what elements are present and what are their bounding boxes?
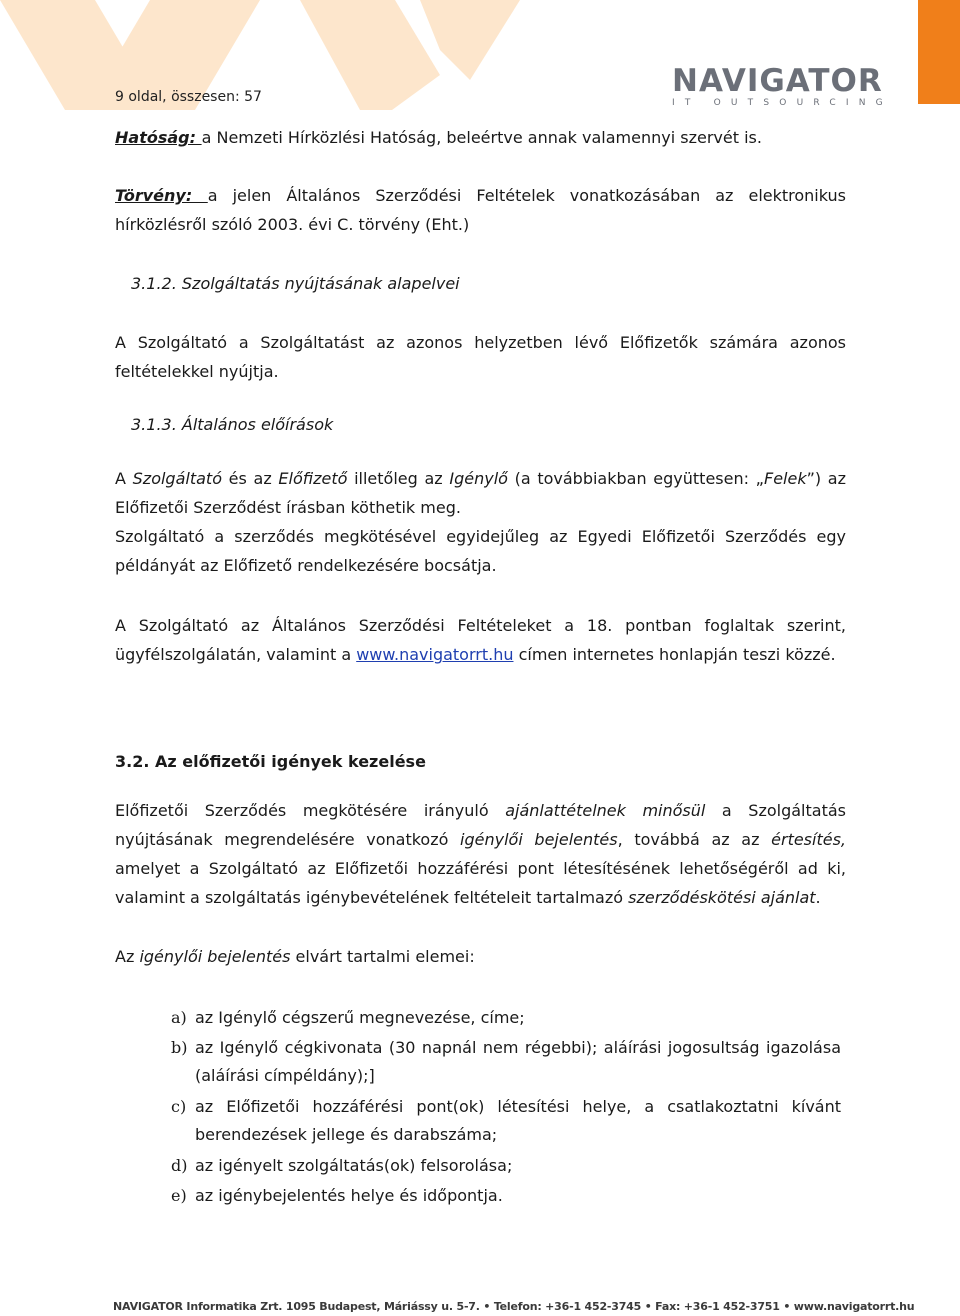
paragraph-3-1-2: A Szolgáltató a Szolgáltatást az azonos helyzetben lévő Előfizetők számára azonos feltételekkel nyújtja. (115, 333, 846, 381)
page-counter: 9 oldal, összesen: 57 (115, 89, 262, 105)
logo-wordmark: NAVIGATOR (672, 63, 883, 99)
list-item: b) az Igénylő cégkivonata (30 napnál nem régebbi); aláírási jogosultság igazolása (aláírási címpéldány);] (171, 1038, 841, 1085)
list-item: e) az igénybejelentés helye és időpontja. (171, 1186, 503, 1205)
heading-3-1-2: 3.1.2. Szolgáltatás nyújtásának alapelvei (131, 274, 460, 293)
list-item: a) az Igénylő cégszerű megnevezése, címe; (171, 1008, 525, 1027)
definition-torveny: Törvény: a jelen Általános Szerződési Feltételek vonatkozásában az elektronikus hírközlésről szóló 2003. évi C. törvény (Eht.) (115, 186, 847, 234)
paragraph-3-2-offer: Előfizetői Szerződés megkötésére irányuló ajánlattételnek minősül a Szolgáltatás nyújtásának megrendelésére vonatkozó igénylői bejelentés, továbbá az az értesítés, amelyet a Szolgáltató az Előfizetői hozzáférési pont létesítésének lehetőségéről ad ki, valamint a szolgáltatás igénybevételének feltételeit tartalmazó szerződéskötési ajánlat. (115, 801, 846, 907)
definition-hatosag: Hatóság: a Nemzeti Hírközlési Hatóság, beleértve annak valamennyi szervét is. (115, 128, 762, 147)
paragraph-3-2-elements-intro: Az igénylői bejelentés elvárt tartalmi elemei: (115, 947, 475, 966)
paragraph-3-1-3-copy: Szolgáltató a szerződés megkötésével egyidejűleg az Egyedi Előfizetői Szerződés egy példányát az Előfizető rendelkezésére bocsátja. (115, 527, 846, 575)
navigator-logo (672, 63, 893, 108)
list-item: d) az igényelt szolgáltatás(ok) felsorolása; (171, 1156, 513, 1175)
website-link[interactable]: www.navigatorrt.hu (356, 645, 514, 664)
term-hatosag: Hatóság: (115, 128, 202, 147)
paragraph-3-1-3-parties: A Szolgáltató és az Előfizető illetőleg az Igénylő (a továbbiakban együttesen: „Felek”) az Előfizetői Szerződést írásban köthetik meg. (115, 469, 847, 517)
logo-tagline: IT OUTSOURCING (672, 98, 893, 108)
heading-3-2: 3.2. Az előfizetői igények kezelése (115, 752, 426, 771)
page-footer: NAVIGATOR Informatika Zrt. 1095 Budapest, Máriássy u. 5-7. • Telefon: +36-1 452-3745 • Fax: +36-1 452-3751 • www.navigatorrt.hu (113, 1300, 915, 1313)
heading-3-1-3: 3.1.3. Általános előírások (131, 415, 334, 434)
paragraph-3-1-3-publication: A Szolgáltató az Általános Szerződési Feltételeket a 18. pontban foglaltak szerint, ügyfélszolgálatán, valamint a www.navigatorrt.hu címen internetes honlapján teszi közzé. (115, 616, 846, 664)
term-torveny: Törvény: (115, 186, 208, 205)
list-item: c) az Előfizetői hozzáférési pont(ok) létesítési helye, a csatlakoztatni kívánt berendezések jellege és darabszáma; (171, 1097, 841, 1144)
